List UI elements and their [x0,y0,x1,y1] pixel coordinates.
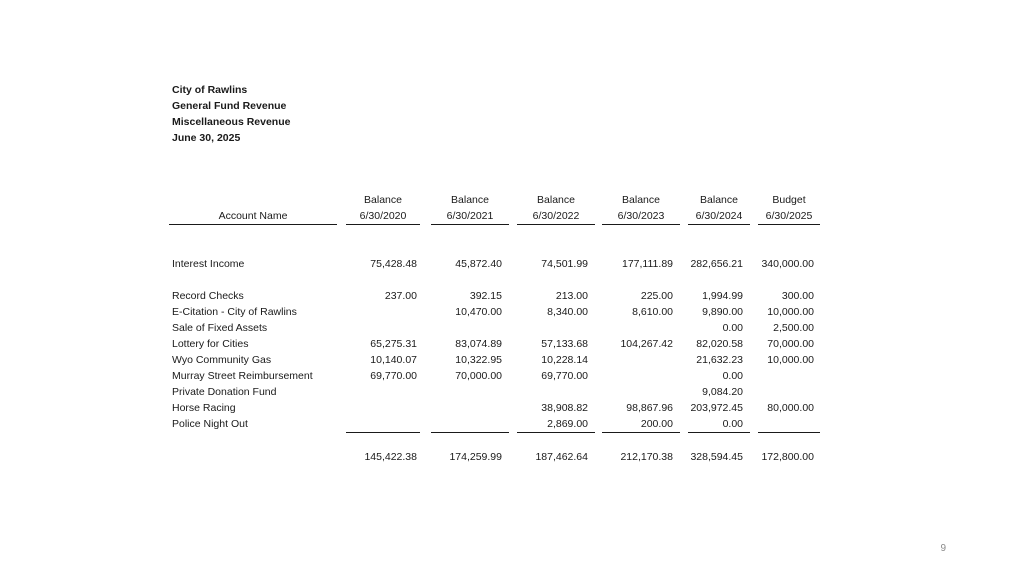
amount-cell: 2,869.00 [547,418,588,430]
column-header-line1: Balance [700,194,738,206]
account-name: Private Donation Fund [172,386,277,398]
amount-cell: 213.00 [555,290,588,302]
amount-cell: 8,340.00 [547,306,588,318]
column-header-date: 6/30/2022 [532,210,580,222]
header-underline [758,224,820,225]
account-name-header: Account Name [218,210,288,222]
account-name: Lottery for Cities [172,338,249,350]
entity-name: City of Rawlins [172,84,248,96]
category-name: Miscellaneous Revenue [172,116,291,128]
amount-cell: 392.15 [469,290,502,302]
amount-cell: 69,770.00 [370,370,417,382]
account-name: Sale of Fixed Assets [172,322,268,334]
amount-cell: 177,111.89 [622,258,673,270]
total-amount: 187,462.64 [535,451,588,463]
amount-cell: 340,000.00 [761,258,814,270]
column-header-line1: Budget [772,194,806,206]
total-underline [758,432,820,433]
amount-cell: 21,632.23 [696,354,743,366]
amount-cell: 83,074.89 [455,338,502,350]
account-name: Interest Income [172,258,245,270]
column-header-line1: Balance [537,194,575,206]
total-amount: 174,259.99 [449,451,502,463]
amount-cell: 200.00 [640,418,673,430]
amount-cell: 225.00 [640,290,673,302]
account-name: Police Night Out [172,418,248,430]
amount-cell: 70,000.00 [767,338,814,350]
total-underline [517,432,595,433]
amount-cell: 10,228.14 [541,354,588,366]
header-underline [688,224,750,225]
column-header-date: 6/30/2021 [446,210,494,222]
amount-cell: 0.00 [722,322,743,334]
header-underline [169,224,337,225]
amount-cell: 9,084.20 [702,386,743,398]
total-amount: 172,800.00 [761,451,814,463]
account-name: Record Checks [172,290,244,302]
amount-cell: 82,020.58 [696,338,743,350]
header-underline [431,224,509,225]
account-name: Wyo Community Gas [172,354,272,366]
amount-cell: 104,267.42 [620,338,673,350]
amount-cell: 10,000.00 [767,354,814,366]
header-underline [602,224,680,225]
total-underline [602,432,680,433]
amount-cell: 282,656.21 [690,258,743,270]
page-number: 9 [940,543,946,554]
column-header-date: 6/30/2025 [765,210,813,222]
total-amount: 328,594.45 [690,451,743,463]
report-date: June 30, 2025 [172,132,241,144]
amount-cell: 300.00 [781,290,814,302]
amount-cell: 10,000.00 [767,306,814,318]
amount-cell: 1,994.99 [702,290,743,302]
amount-cell: 65,275.31 [370,338,417,350]
amount-cell: 69,770.00 [541,370,588,382]
amount-cell: 0.00 [722,370,743,382]
amount-cell: 74,501.99 [541,258,588,270]
column-header-date: 6/30/2024 [695,210,743,222]
amount-cell: 2,500.00 [773,322,814,334]
column-header-line1: Balance [451,194,489,206]
total-amount: 145,422.38 [364,451,417,463]
amount-cell: 70,000.00 [455,370,502,382]
amount-cell: 98,867.96 [626,402,673,414]
amount-cell: 0.00 [722,418,743,430]
report-header [172,82,290,146]
total-underline [431,432,509,433]
amount-cell: 8,610.00 [632,306,673,318]
amount-cell: 45,872.40 [455,258,502,270]
total-underline [346,432,420,433]
amount-cell: 80,000.00 [767,402,814,414]
column-header-line1: Balance [364,194,402,206]
amount-cell: 237.00 [384,290,417,302]
account-name: E-Citation - City of Rawlins [172,306,297,318]
column-header-date: 6/30/2023 [617,210,665,222]
column-header-line1: Balance [622,194,660,206]
total-amount: 212,170.38 [620,451,673,463]
column-header-date: 6/30/2020 [359,210,407,222]
amount-cell: 57,133.68 [541,338,588,350]
amount-cell: 10,140.07 [370,354,417,366]
amount-cell: 38,908.82 [541,402,588,414]
header-underline [517,224,595,225]
amount-cell: 10,322.95 [455,354,502,366]
amount-cell: 9,890.00 [702,306,743,318]
amount-cell: 203,972.45 [690,402,743,414]
amount-cell: 75,428.48 [370,258,417,270]
account-name: Murray Street Reimbursement [172,370,313,382]
header-underline [346,224,420,225]
total-underline [688,432,750,433]
account-name: Horse Racing [172,402,236,414]
amount-cell: 10,470.00 [455,306,502,318]
fund-name: General Fund Revenue [172,100,287,112]
